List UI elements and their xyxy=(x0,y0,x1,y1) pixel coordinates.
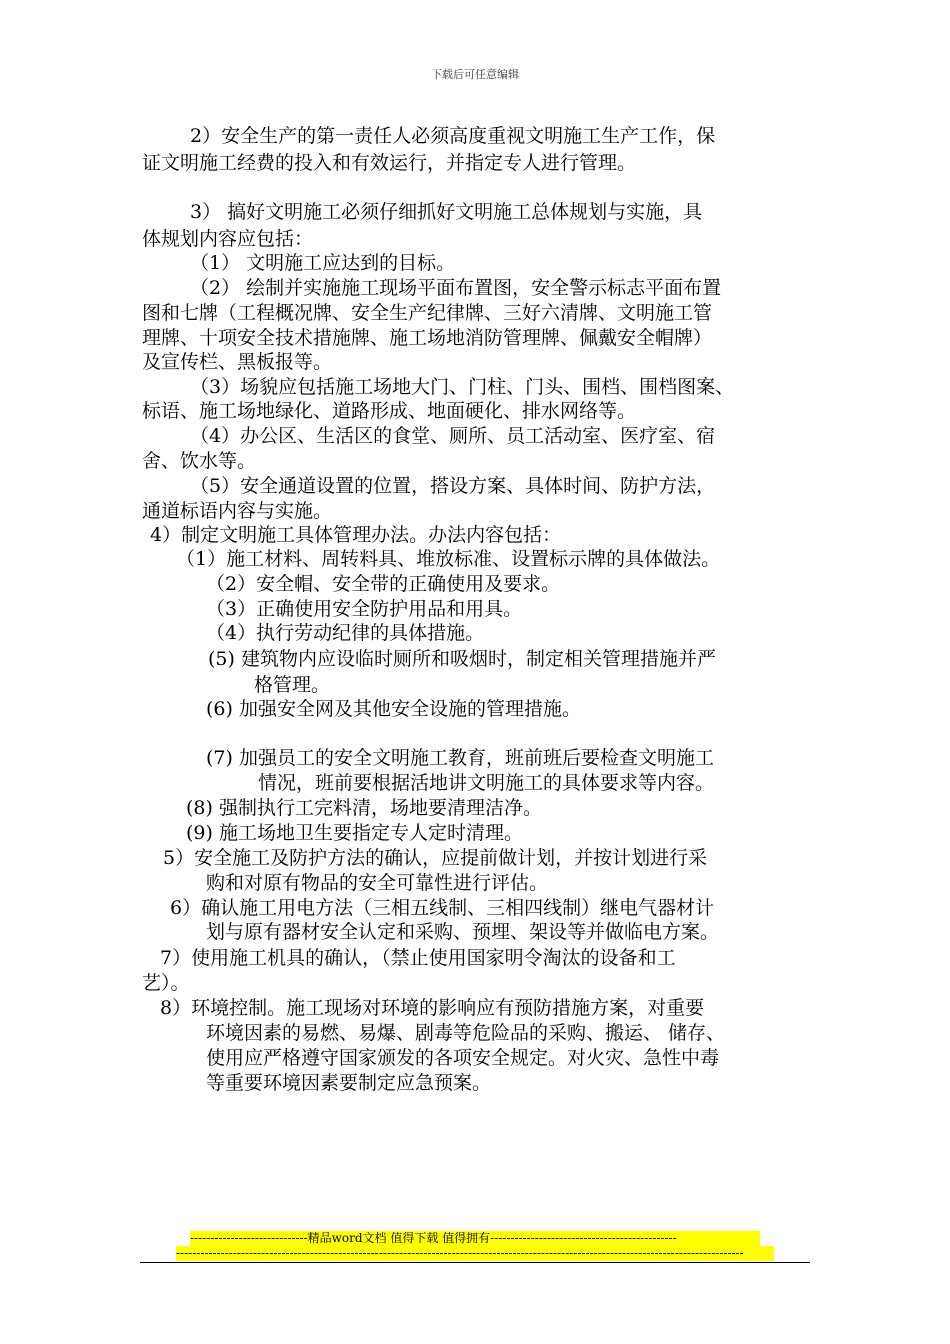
text-line: 情况，班前要根据活地讲文明施工的具体要求等内容。 xyxy=(258,772,715,794)
text-line: 7）使用施工机具的确认，（禁止使用国家明令淘汰的设备和工 xyxy=(160,947,676,969)
text-line: (7) 加强员工的安全文明施工教育，班前班后要检查文明施工 xyxy=(206,747,714,769)
text-line: 8）环境控制。施工现场对环境的影响应有预防措施方案，对重要 xyxy=(160,997,705,1019)
text-line: （3）场貌应包括施工场地大门、门柱、门头、围档、围档图案、 xyxy=(190,376,735,398)
text-line: 2）安全生产的第一责任人必须高度重视文明施工生产工作，保 xyxy=(190,125,716,147)
footer-banner-line: -----------------------------精品word文档 值得下载 值得拥有---------------------------------------------- xyxy=(190,1231,760,1246)
text-line: （4）办公区、生活区的食堂、厕所、员工活动室、医疗室、宿 xyxy=(190,425,716,447)
text-line: 体规划内容应包括： xyxy=(142,228,314,250)
text-line: 标语、施工场地绿化、道路形成、地面硬化、排水网络等。 xyxy=(142,400,637,422)
text-line: 3） 搞好文明施工必须仔细抓好文明施工总体规划与实施，具 xyxy=(190,201,703,223)
text-line: （5）安全通道设置的位置，搭设方案、具体时间、防护方法， xyxy=(190,475,716,497)
text-line: 艺）。 xyxy=(142,972,190,994)
text-line: 5）安全施工及防护方法的确认，应提前做计划，并按计划进行采 xyxy=(163,847,708,869)
text-line: 及宣传栏、黑板报等。 xyxy=(142,351,333,373)
text-line: 购和对原有物品的安全可靠性进行评估。 xyxy=(206,872,549,894)
text-line: 划与原有器材安全认定和采购、预埋、架设等并做临电方案。 xyxy=(206,921,720,943)
text-line: （3）正确使用安全防护用品和用具。 xyxy=(206,598,523,620)
text-line: 证文明施工经费的投入和有效运行，并指定专人进行管理。 xyxy=(142,152,637,174)
text-line: 舍、饮水等。 xyxy=(142,450,257,472)
text-line: 理牌、十项安全技术措施牌、施工场地消防管理牌、佩戴安全帽牌） xyxy=(142,327,713,349)
text-line: 6）确认施工用电方法（三相五线制、三相四线制）继电气器材计 xyxy=(170,897,715,919)
text-line: （1） 文明施工应达到的目标。 xyxy=(190,252,456,274)
text-line: (9) 施工场地卫生要指定专人定时清理。 xyxy=(186,822,523,844)
text-line: 通道标语内容与实施。 xyxy=(142,500,333,522)
text-line: 等重要环境因素要制定应急预案。 xyxy=(206,1072,492,1094)
text-line: 环境因素的易燃、易爆、剧毒等危险品的采购、搬运、 储存、 xyxy=(206,1022,726,1044)
text-line: （2） 绘制并实施施工现场平面布置图，安全警示标志平面布置 xyxy=(190,277,722,299)
text-line: 格管理。 xyxy=(254,674,331,696)
text-line: 4）制定文明施工具体管理办法。办法内容包括： xyxy=(150,524,562,546)
text-line: (5) 建筑物内应设临时厕所和吸烟时，制定相关管理措施并严 xyxy=(208,648,716,670)
footer-dash-line: -------------------------------------------------------------------------------------------------------------------------------------------- xyxy=(176,1246,774,1261)
text-line: 使用应严格遵守国家颁发的各项安全规定。对火灾、急性中毒 xyxy=(206,1047,720,1069)
text-line: （4）执行劳动纪律的具体措施。 xyxy=(206,622,485,644)
header-note: 下载后可任意编辑 xyxy=(431,68,519,81)
text-line: (8) 强制执行工完料清，场地要清理洁净。 xyxy=(186,797,542,819)
text-line: (6) 加强安全网及其他安全设施的管理措施。 xyxy=(206,698,581,720)
text-line: （2）安全帽、安全带的正确使用及要求。 xyxy=(206,573,561,595)
footer-divider xyxy=(140,1262,810,1263)
text-line: （1）施工材料、周转料具、堆放标准、设置标示牌的具体做法。 xyxy=(176,548,721,570)
text-line: 图和七牌（工程概况牌、安全生产纪律牌、三好六清牌、文明施工管 xyxy=(142,302,713,324)
